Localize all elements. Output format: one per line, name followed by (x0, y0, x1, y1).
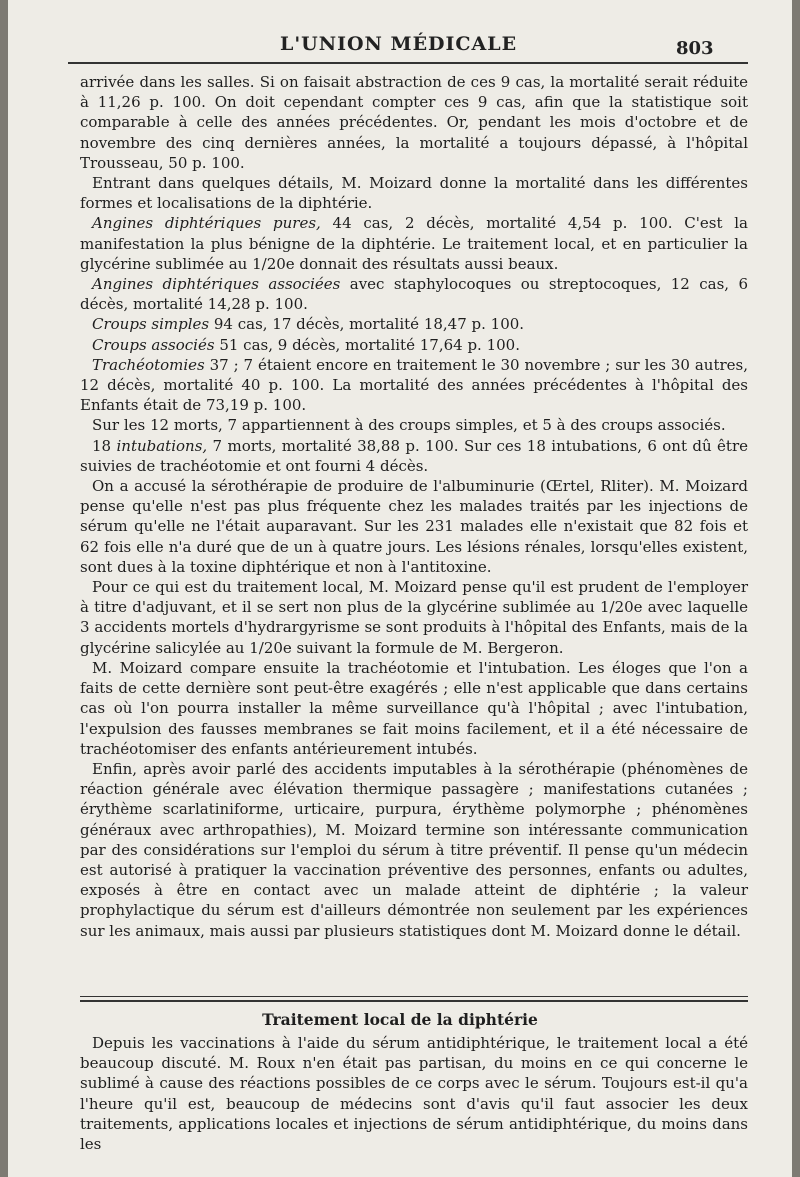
section-heading: Traitement local de la diphtérie (262, 1010, 538, 1029)
paragraph: Croups associés 51 cas, 9 décès, mortalité 17,64 p. 100. (92, 335, 520, 354)
paragraph: arrivée dans les salles. Si on faisait abstraction de ces 9 cas, la mortalité serait réduite à 11,26 p. 100. On doit cependant compter ces 9 cas, afin que la statistique soit comparable à celle des années précédentes. Or, pendant les mois d'octobre et de novembre des cinq dernières années, la mortalité a toujours dépassé, à l'hôpital Trousseau, 50 p. 100. (80, 73, 748, 172)
paragraph: Trachéotomies 37 ; 7 étaient encore en traitement le 30 novembre ; sur les 30 autres, 12 décès, mortalité 40 p. 100. La mortalité des années précédentes à l'hôpital des Enfants était de 73,19 p. 100. (80, 355, 748, 415)
paragraph: Angines diphtériques pures, 44 cas, 2 décès, mortalité 4,54 p. 100. C'est la manifestation la plus bénigne de la diphtérie. Le traitement local, et en particulier la glycérine sublimée au 1/20e donnait des résultats aussi beaux. (80, 214, 749, 273)
paragraph-lead: Trachéotomies (92, 355, 205, 374)
page-header (8, 33, 792, 63)
paragraph: Pour ce qui est du traitement local, M. Moizard pense qu'il est prudent de l'employer à titre d'adjuvant, et il se sert non plus de la glycérine sublimée au 1/20e avec laquelle 3 accidents mortels d'hydrargyrisme se sont produits à l'hôpital des Enfants, mais de la glycérine salicylée au 1/20e suivant la formule de M. Bergeron. (80, 578, 748, 657)
paragraph: Angines diphtériques associées avec staphylocoques ou streptocoques, 12 cas, 6 décès, mortalité 14,28 p. 100. (80, 275, 748, 314)
paragraph-lead: intubations, (116, 436, 208, 455)
page-number: 803 (676, 38, 714, 59)
paragraph: 18 intubations, 7 morts, mortalité 38,88 p. 100. Sur ces 18 intubations, 6 ont dû être suivies de trachéotomie et ont fourni 4 décès. (80, 436, 748, 475)
paragraph: Croups simples 94 cas, 17 décès, mortalité 18,47 p. 100. (92, 315, 525, 334)
section-divider (80, 996, 748, 997)
paragraph: M. Moizard compare ensuite la trachéotomie et l'intubation. Les éloges que l'on a faits de cette dernière sont peut-être exagérés ; elle n'est applicable que dans certains cas où l'on pourra installer la même surveillance qu'à l'hôpital ; avec l'intubation, l'expulsion des fausses membranes se fait moins facilement, et il a été nécessaire de trachéotomiser des enfants antérieurement intubés. (80, 658, 748, 758)
paragraph: Sur les 12 morts, 7 appartiennent à des croups simples, et 5 à des croups associés. (92, 416, 726, 435)
paragraph-lead: Croups simples (92, 315, 210, 334)
paragraph: Depuis les vaccinations à l'aide du sérum antidiphtérique, le traitement local a été beaucoup discuté. M. Roux n'en était pas partisan, du moins en ce qui concerne le sublimé à cause des réactions possibles de ce corps avec le sérum. Toujours est-il qu'a l'heure qu'il est, beaucoup de médecins sont d'avis qu'il faut associer les deux traitements, applications locales et injections de sérum antidiphtérique, du moins dans les (80, 1034, 748, 1154)
paragraph-lead: Angines diphtériques associées (92, 275, 341, 294)
section-body (80, 1033, 748, 1154)
header-rule (68, 62, 748, 64)
section-divider (80, 1000, 748, 1002)
paragraph-lead: Angines diphtériques pures, (92, 214, 321, 233)
paragraph: Entrant dans quelques détails, M. Moizard donne la mortalité dans les différentes formes et localisations de la diphtérie. (80, 174, 748, 213)
paragraph: On a accusé la sérothérapie de produire de l'albuminurie (Œrtel, Rliter). M. Moizard pense qu'elle n'est pas plus fréquente chez les malades traités par les injections de sérum qu'elle ne l'était auparavant. Sur les 231 malades elle n'existait que 82 fois et 62 fois elle n'a duré que de un à quatre jours. Les lésions rénales, lorsqu'elles existent, sont dues à la toxine diphtérique et non à l'antitoxine. (80, 477, 748, 576)
running-title: L'UNION MÉDICALE (280, 33, 518, 55)
paragraph: Enfin, après avoir parlé des accidents imputables à la sérothérapie (phénomènes de réaction générale avec élévation thermique passagère ; manifestations cutanées ; érythème scarlatiniforme, urticaire, purpura, érythème polymorphe ; phénomènes généraux avec arthropathies), M. Moizard termine son intéressante communication par des considérations sur l'emploi du sérum à titre préventif. Il pense qu'un médecin est autorisé à pratiquer la vaccination préventive des personnes, enfants ou adultes, exposés à être en contact avec un malade atteint de diphtérie ; la valeur prophylactique du sérum est d'ailleurs démontrée non seulement par les expériences sur les animaux, mais aussi par plusieurs statistiques dont M. Moizard donne le détail. (80, 759, 748, 940)
journal-page (8, 0, 792, 1177)
article-body (80, 72, 748, 941)
paragraph-lead: Croups associés (92, 335, 215, 354)
